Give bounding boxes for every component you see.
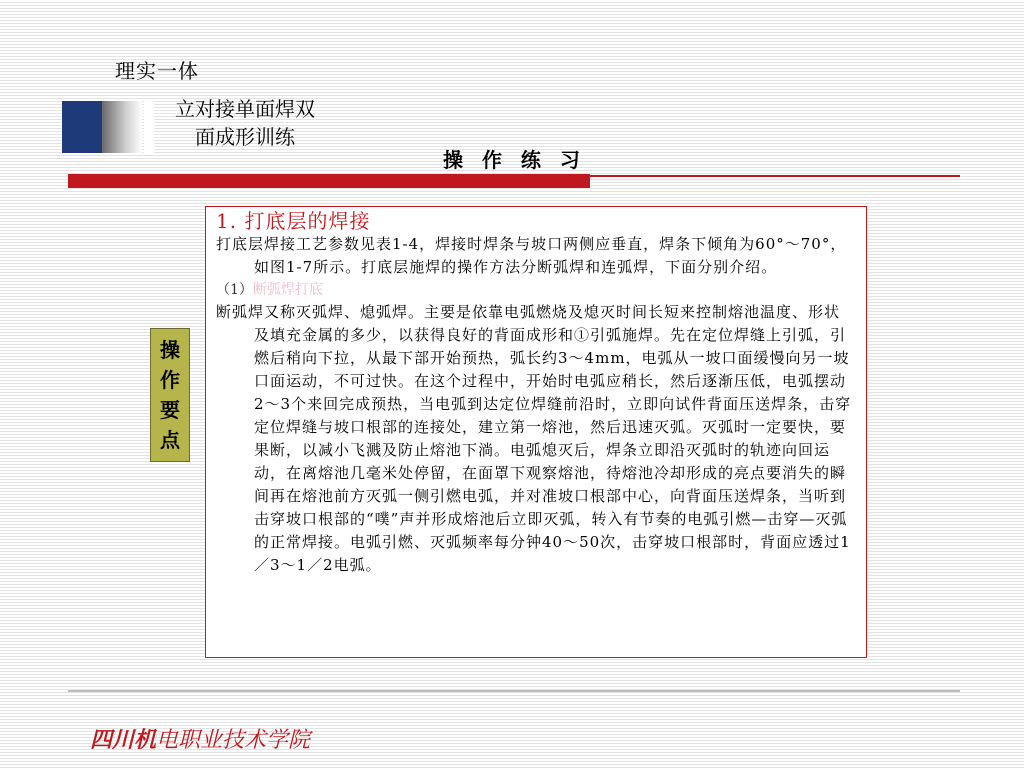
content-heading: 1. 打底层的焊接 (216, 209, 371, 233)
subheading (216, 279, 854, 301)
content-box (205, 206, 867, 658)
red-accent-bar (68, 174, 590, 188)
red-accent-line (590, 175, 960, 177)
school-name-bold: 四川机 (90, 728, 157, 753)
side-tag-char: 要 (160, 398, 180, 422)
section-title: 操 作 练 习 (443, 148, 586, 172)
top-label: 理实一体 (115, 59, 199, 83)
course-title (150, 95, 340, 151)
course-title-line2: 面成形训练 (195, 125, 295, 149)
side-tag (150, 328, 190, 462)
decorative-blue-block (62, 101, 106, 153)
decorative-gradient-block (102, 101, 142, 153)
subheading-text: 断弧焊打底 (252, 282, 323, 298)
footer-divider (68, 690, 960, 692)
course-title-line1: 立对接单面焊双 (175, 97, 315, 121)
paragraph-intro: 打底层焊接工艺参数见表1-4，焊接时焊条与坡口两侧应垂直，焊条下倾角为60°～70°，如图1-7所示。打底层施焊的操作方法分断弧焊和连弧焊，下面分别介绍。 (216, 235, 847, 276)
paragraph-broken-arc: 断弧焊又称灭弧焊、熄弧焊。主要是依靠电弧燃烧及熄灭时间长短来控制熔池温度、形状及填充金属的多少，以获得良好的背面成形和①引弧施焊。先在定位焊缝上引弧，引燃后稍向下拉，从最下部开始预热，弧长约3～4mm，电弧从一坡口面缓慢向另一坡口面运动，不可过快。在这个过程中，开始时电弧应稍长，然后逐渐压低，电弧摆动2～3个来回完成预热，当电弧到达定位焊缝前沿时，立即向试件背面压送焊条，击穿定位焊缝与坡口根部的连接处，建立第一熔池，然后迅速灭弧。灭弧时一定要快，要果断，以减小飞溅及防止熔池下淌。电弧熄灭后，焊条立即沿灭弧时的轨迹向回运动，在离熔池几毫米处停留，在面罩下观察熔池，待熔池冷却形成的亮点要消失的瞬间再在熔池前方灭弧一侧引燃电弧，并对准坡口根部中心，向背面压送焊条，当听到击穿坡口根部的“噗”声并形成熔池后立即灭弧，转入有节奏的电弧引燃—击穿—灭弧的正常焊接。电弧引燃、灭弧频率每分钟40～50次，击穿坡口根部时，背面应透过1／3～1／2电弧。 (216, 303, 852, 574)
side-tag-char: 点 (160, 428, 180, 452)
subheading-prefix: （1） (216, 282, 253, 298)
side-tag-char: 操 (160, 338, 180, 362)
side-tag-char: 作 (160, 368, 180, 392)
school-name-rest: 电职业技术学院 (156, 728, 311, 753)
school-name (90, 723, 310, 754)
